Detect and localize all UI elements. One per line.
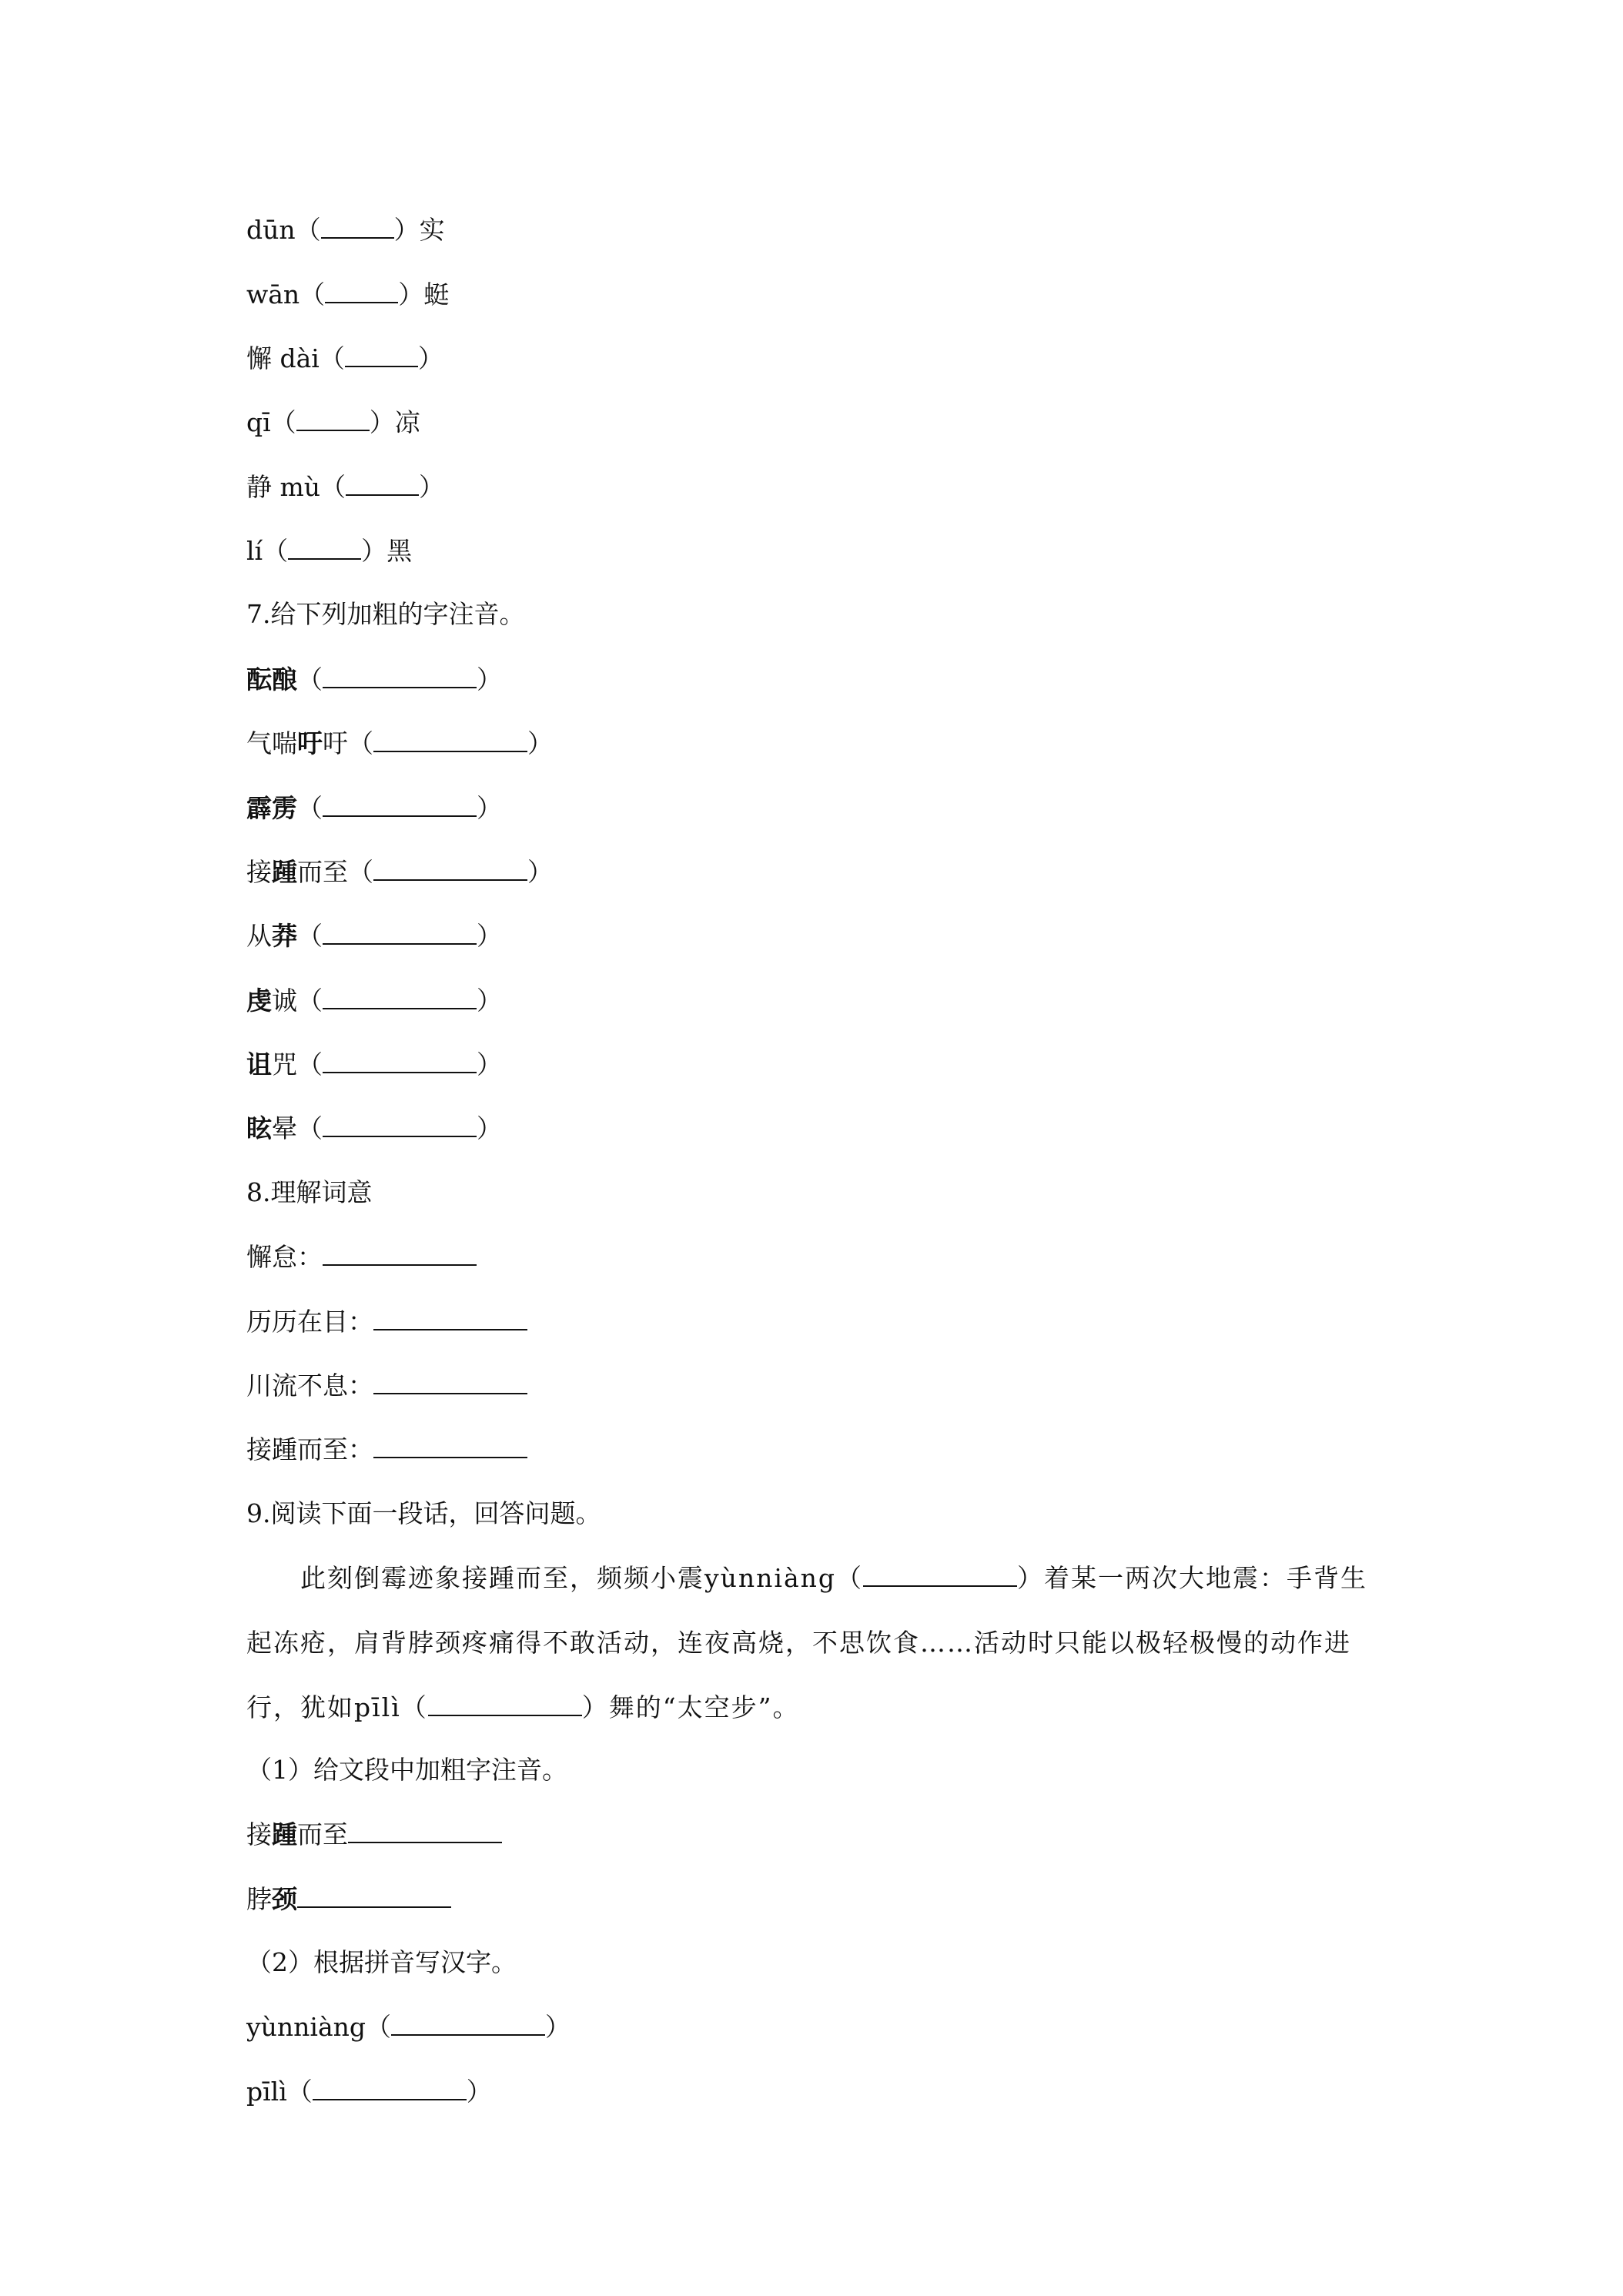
q7-item-4 [246,856,553,888]
answer-blank[interactable] [373,728,527,752]
q7-item-6 [246,985,502,1016]
answer-blank[interactable] [323,792,477,817]
q7-item-bold: 酝酿 [246,664,297,694]
q7-item-bold: 莽 [272,921,297,951]
q7-item-close: ） [477,1113,502,1143]
q9-sub1-before: 脖 [246,1884,272,1914]
q6-item-1 [246,214,445,246]
q7-item-before: 从 [246,921,272,951]
answer-blank[interactable] [373,1306,527,1330]
answer-blank[interactable] [428,1690,582,1716]
q7-title: 7.给下列加粗的字注音。 [246,599,525,629]
q7-item-after: 吁（ [323,728,373,758]
q6-item-4 [246,407,420,438]
q8-item-3 [246,1370,527,1401]
answer-blank[interactable] [323,920,477,945]
q7-item-bold: 吁 [297,728,323,758]
q7-item-bold: 诅 [246,1049,272,1079]
q9-sub2-pinyin: pīlì（ [246,2077,313,2107]
answer-blank[interactable] [288,535,361,560]
q7-item-after: 诚（ [272,986,323,1016]
q8-item-2 [246,1306,527,1337]
q8-item-label: 懈怠： [246,1242,323,1272]
passage-text: ）着某一两次大地震：手背生起冻疮，肩背脖颈疼痛得不敢活动，连夜高烧，不思饮食……活动时只能以极轻极慢的动作进行，犹如pīlì（ [246,1563,1368,1722]
answer-blank[interactable] [323,985,477,1009]
answer-blank[interactable] [348,1819,502,1843]
q7-item-after: （ [297,664,323,694]
q6-item-prefix: dūn（ [246,215,321,245]
q6-item-suffix: ） [419,472,445,502]
answer-blank[interactable] [346,471,419,496]
q7-item-after: 咒（ [272,1049,323,1079]
answer-blank[interactable] [321,214,394,239]
q6-item-prefix: 静 mù（ [246,472,346,502]
answer-blank[interactable] [391,2011,545,2036]
answer-blank[interactable] [323,1049,477,1073]
q9-sub1-bold: 颈 [272,1884,297,1914]
answer-blank[interactable] [296,407,370,431]
q6-item-6 [246,535,412,567]
q6-item-prefix: wān（ [246,279,326,310]
q9-passage [246,1546,1386,1740]
q7-item-close: ） [477,986,502,1016]
q6-item-prefix: qī（ [246,407,296,437]
q9-sub2-item-2 [246,2076,492,2107]
answer-blank[interactable] [323,1113,477,1137]
passage-text: 此刻倒霉迹象接踵而至，频频小震yùnniàng（ [300,1563,864,1593]
q6-item-suffix: ）黑 [361,536,413,566]
q8-item-label: 接踵而至： [246,1434,373,1464]
q7-item-3 [246,792,502,824]
q7-item-before: 气喘 [246,728,297,758]
q7-item-after: （ [297,921,323,951]
q9-sub2-close: ） [545,2012,571,2042]
answer-blank[interactable] [323,1241,477,1266]
q8-title: 8.理解词意 [246,1177,373,1207]
answer-blank[interactable] [325,279,398,303]
q9-sub1-title: （1）给文段中加粗字注音。 [246,1755,567,1785]
q7-item-close: ） [527,857,553,887]
answer-blank[interactable] [323,664,477,688]
q6-item-suffix: ）蜓 [398,279,450,310]
q8-item-label: 川流不息： [246,1371,373,1401]
q6-item-suffix: ）凉 [369,407,420,437]
q7-item-after: （ [297,793,323,823]
q9-sub2-item-1 [246,2011,571,2043]
answer-blank[interactable] [313,2076,467,2100]
q8-item-4 [246,1434,527,1465]
q9-sub1-item-2 [246,1883,451,1915]
q7-item-after: 晕（ [272,1113,323,1143]
answer-blank[interactable] [373,1434,527,1458]
q7-item-close: ） [477,921,502,951]
q6-item-suffix: ）实 [393,215,445,245]
answer-blank[interactable] [297,1883,451,1908]
q9-sub1-bold: 踵 [272,1819,297,1849]
q9-sub1-item-1 [246,1819,502,1850]
q7-item-8 [246,1113,502,1144]
q7-item-after: 而至（ [297,857,373,887]
q7-item-7 [246,1049,502,1080]
q6-item-5 [246,471,444,503]
q7-item-close: ） [477,793,502,823]
passage-text: ）舞的“太空步”。 [581,1692,800,1722]
answer-blank[interactable] [863,1561,1017,1587]
q7-item-bold: 眩 [246,1113,272,1143]
q6-item-suffix: ） [417,343,443,373]
q7-item-close: ） [477,664,502,694]
q6-item-prefix: lí（ [246,536,289,566]
q9-sub2-title: （2）根据拼音写汉字。 [246,1947,517,1977]
q7-item-2 [246,728,553,759]
answer-blank[interactable] [373,1370,527,1394]
q7-item-close: ） [477,1049,502,1079]
q6-item-2 [246,279,449,310]
answer-blank[interactable] [345,343,418,367]
q7-item-before: 接 [246,857,272,887]
q9-title: 9.阅读下面一段话，回答问题。 [246,1498,601,1528]
q8-item-label: 历历在目： [246,1307,373,1337]
q7-item-5 [246,920,502,952]
q9-sub2-close: ） [466,2077,492,2107]
answer-blank[interactable] [373,856,527,881]
q7-item-bold: 霹雳 [246,793,297,823]
q7-item-1 [246,664,502,695]
q8-item-1 [246,1241,477,1273]
q6-item-prefix: 懈 dài（ [246,343,345,373]
q6-item-3 [246,343,443,374]
q9-sub1-before: 接 [246,1819,272,1849]
q9-sub1-after: 而至 [297,1819,348,1849]
q9-sub2-pinyin: yùnniàng（ [246,2012,392,2042]
q7-item-close: ） [527,728,553,758]
q7-item-bold: 踵 [272,857,297,887]
q7-item-bold: 虔 [246,986,272,1016]
